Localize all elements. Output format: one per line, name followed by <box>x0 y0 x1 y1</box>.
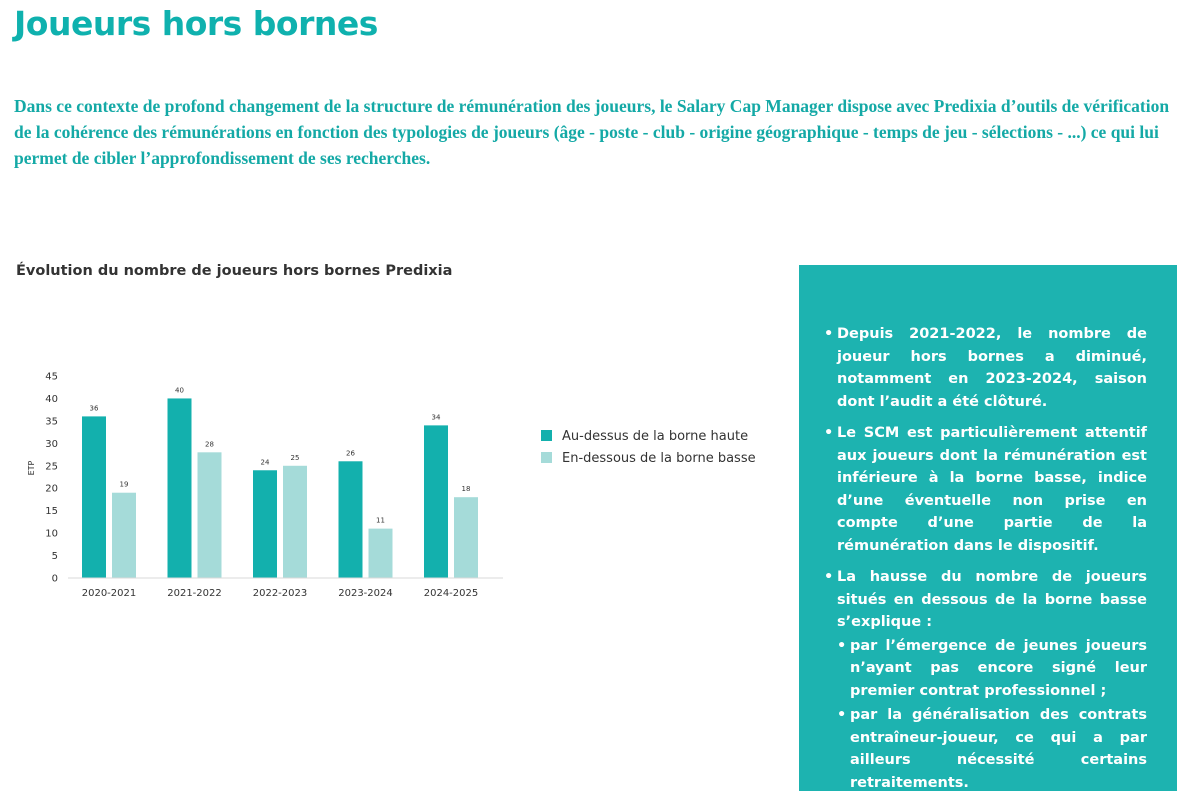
data-label: 40 <box>175 386 184 394</box>
legend <box>541 429 756 466</box>
x-tick-label: 2022-2023 <box>253 588 308 599</box>
y-tick-label: 25 <box>45 461 58 472</box>
bar-below-2022-2023 <box>283 466 307 578</box>
panel-sub-bullet-1 <box>837 635 1147 703</box>
data-label: 28 <box>205 440 214 448</box>
y-tick-label: 5 <box>52 551 58 562</box>
y-tick-label: 0 <box>52 574 58 585</box>
intro-paragraph: Dans ce contexte de profond changement de la structure de rémunération des joueurs, le Salary Cap Manager dispose avec Predixia d’outils de vérification de la cohérence des rémunérations en fonction des typologies de joueurs (âge - poste - club - origine géographique - temps de jeu - sélections - ...) ce qui lui permet de cibler l’approfondissement de ses recherches. <box>14 93 1180 171</box>
x-tick-label: 2023-2024 <box>338 588 393 599</box>
data-label: 18 <box>462 485 471 493</box>
y-axis <box>45 372 58 585</box>
panel-bullet-3 <box>824 566 1147 794</box>
x-axis <box>82 588 479 599</box>
y-tick-label: 15 <box>45 506 58 517</box>
panel-bullet-2-text: Le SCM est particulièrement attentif aux joueurs dont la rémunération est inférieure à la borne basse, indice d’une éventuelle non prise en compte d’une partie de la rémunération dans le dispositif. <box>837 425 1147 554</box>
legend-swatch-below <box>541 452 552 463</box>
data-label: 25 <box>291 454 300 462</box>
bar-below-2024-2025 <box>454 497 478 578</box>
x-tick-label: 2021-2022 <box>167 588 222 599</box>
bar-above-2022-2023 <box>253 470 277 578</box>
legend-swatch-above <box>541 430 552 441</box>
data-label: 11 <box>376 517 385 525</box>
y-axis-label: ETP <box>27 460 36 475</box>
bar-chart <box>0 360 780 610</box>
bar-below-2021-2022 <box>198 452 222 578</box>
legend-label-above: Au-dessus de la borne haute <box>562 429 748 444</box>
data-label: 19 <box>120 481 129 489</box>
data-label: 26 <box>346 449 355 457</box>
y-tick-label: 35 <box>45 416 58 427</box>
y-tick-label: 45 <box>45 372 58 383</box>
info-panel <box>799 265 1177 791</box>
bar-above-2021-2022 <box>168 398 192 578</box>
data-label: 34 <box>432 413 441 421</box>
page-title: Joueurs hors bornes <box>14 4 378 43</box>
y-tick-label: 10 <box>45 529 58 540</box>
data-label: 36 <box>90 404 99 412</box>
bar-above-2024-2025 <box>424 425 448 578</box>
bar-above-2023-2024 <box>339 461 363 578</box>
y-tick-label: 40 <box>45 394 58 405</box>
panel-bullet-1 <box>824 323 1147 413</box>
panel-sub-bullet-1-text: par l’émergence de jeunes joueurs n’ayant pas encore signé leur premier contrat professionnel ; <box>850 638 1147 699</box>
bars <box>82 386 478 578</box>
x-tick-label: 2020-2021 <box>82 588 137 599</box>
panel-sub-bullet-2 <box>837 704 1147 794</box>
bar-below-2020-2021 <box>112 493 136 578</box>
bar-below-2023-2024 <box>369 529 393 578</box>
x-tick-label: 2024-2025 <box>424 588 479 599</box>
panel-bullet-2 <box>824 422 1147 557</box>
panel-sub-list <box>837 635 1147 794</box>
panel-bullet-1-text: Depuis 2021-2022, le nombre de joueur hors bornes a diminué, notamment en 2023-2024, saison dont l’audit a été clôturé. <box>837 326 1147 410</box>
panel-bullet-3-text: La hausse du nombre de joueurs situés en dessous de la borne basse s’explique : <box>837 569 1147 630</box>
y-tick-label: 30 <box>45 439 58 450</box>
y-tick-label: 20 <box>45 484 58 495</box>
data-label: 24 <box>261 458 270 466</box>
chart-title: Évolution du nombre de joueurs hors bornes Predixia <box>16 263 452 279</box>
legend-label-below: En-dessous de la borne basse <box>562 451 756 466</box>
bar-above-2020-2021 <box>82 416 106 578</box>
panel-sub-bullet-2-text: par la généralisation des contrats entraîneur-joueur, ce qui a par ailleurs nécessité certains retraitements. <box>850 707 1147 791</box>
